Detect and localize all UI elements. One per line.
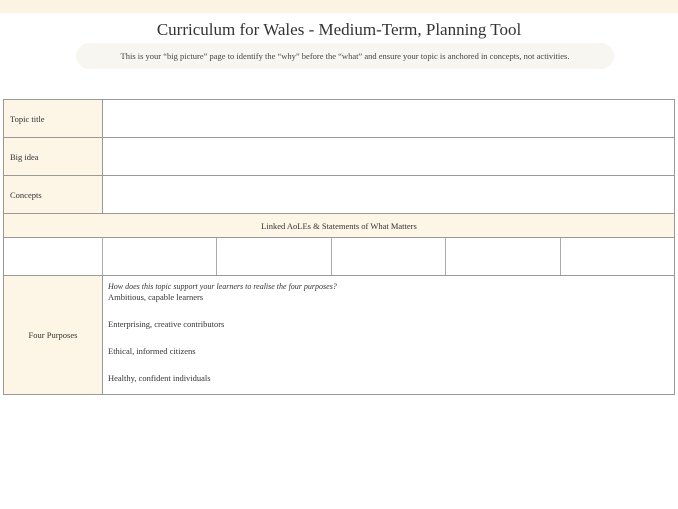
purpose-item: Ethical, informed citizens <box>108 346 196 356</box>
aole-cell[interactable] <box>217 238 331 275</box>
purpose-item: Ambitious, capable learners <box>108 292 204 302</box>
four-purposes-label: Four Purposes <box>4 276 103 394</box>
linked-aoles-header: Linked AoLEs & Statements of What Matters <box>4 214 674 238</box>
topic-title-label: Topic title <box>4 100 103 137</box>
aole-cell[interactable] <box>446 238 560 275</box>
aole-cell[interactable] <box>103 238 217 275</box>
big-idea-row <box>4 138 674 176</box>
aole-cell[interactable] <box>561 238 674 275</box>
aoles-row <box>4 238 674 276</box>
big-idea-label: Big idea <box>4 138 103 175</box>
concepts-row <box>4 176 674 214</box>
concepts-label: Concepts <box>4 176 103 213</box>
topic-title-field[interactable] <box>103 100 674 137</box>
big-idea-field[interactable] <box>103 138 674 175</box>
four-purposes-row <box>4 276 674 394</box>
purpose-item: Healthy, confident individuals <box>108 373 211 383</box>
concepts-field[interactable] <box>103 176 674 213</box>
purpose-item: Enterprising, creative contributors <box>108 319 225 329</box>
four-purposes-question: How does this topic support your learners to realise the four purposes? <box>108 282 337 291</box>
topic-title-row <box>4 100 674 138</box>
page-subtitle: This is your “big picture” page to identify the “why” before the “what” and ensure your topic is anchored in concepts, not activities. <box>76 43 614 69</box>
planning-table <box>3 99 675 395</box>
four-purposes-field[interactable] <box>103 276 674 394</box>
aole-cell[interactable] <box>4 238 103 275</box>
top-band <box>0 0 678 13</box>
aole-cell[interactable] <box>332 238 446 275</box>
page-title: Curriculum for Wales - Medium-Term, Planning Tool <box>156 20 522 39</box>
